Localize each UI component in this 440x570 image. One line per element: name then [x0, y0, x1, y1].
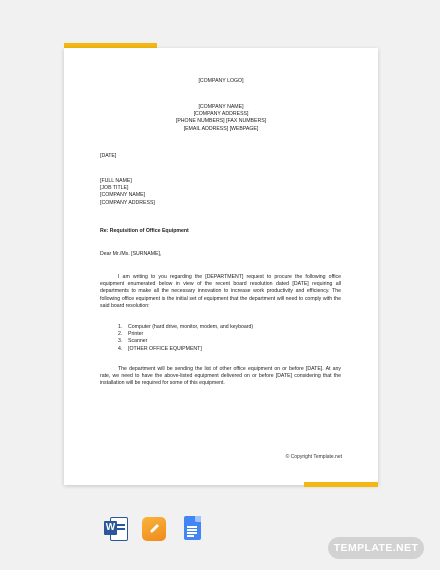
- list-item-number: 2.: [118, 331, 123, 338]
- google-docs-line: [187, 532, 197, 534]
- list-item-number: 4.: [118, 345, 123, 352]
- accent-bar-bottom: [304, 482, 378, 487]
- recipient-job-title: [JOB TITLE]: [100, 185, 129, 192]
- list-item: [118, 338, 253, 345]
- google-docs-fold: [195, 516, 201, 522]
- body-paragraph-1: I am writing to you regarding the [DEPARTMENT] request to procure the following office equipment enumerated below in view of the recent board resolution dated [DATE] requiring all departments to make all the necessary innovation to increase work productivity and efficiency. The following office equipment is the initial set of equipment that the department will need to comply with the said board resolution:: [100, 274, 341, 309]
- app-format-icons: [104, 515, 204, 543]
- list-item-text: Computer (hard drive, monitor, modem, and keyboard): [128, 324, 254, 330]
- google-docs-line: [187, 529, 197, 531]
- list-item-text: Scanner: [128, 338, 148, 345]
- list-item: [118, 331, 253, 338]
- list-item-number: 1.: [118, 324, 123, 330]
- subject-line: Re: Requisition of Office Equipment: [100, 228, 189, 234]
- recipient-block: [100, 178, 344, 207]
- list-item-number: 3.: [118, 338, 123, 345]
- recipient-company-name: [COMPANY NAME]: [100, 192, 146, 199]
- list-item-text: [OTHER OFFICE EQUIPMENT]: [128, 345, 202, 352]
- equipment-list: [118, 324, 253, 353]
- list-item: [118, 324, 253, 331]
- company-header: [64, 104, 378, 133]
- copyright-notice: © Copyright Template.net: [285, 454, 342, 460]
- google-docs-sheet: [184, 516, 201, 540]
- list-item: [118, 346, 253, 353]
- body-paragraph-2: The department will be sending the list of other office equipment on or before [DATE]. At any rate, we need to have the above-listed equipment delivered on or before [DATE] considering that the installation will be required for some of this equipment.: [100, 366, 341, 387]
- template-net-badge[interactable]: TEMPLATE.NET: [328, 537, 424, 559]
- google-docs-icon[interactable]: [180, 515, 204, 543]
- pages-icon[interactable]: [142, 517, 166, 541]
- salutation: Dear Mr./Ms. [SURNAME],: [100, 251, 162, 257]
- letter-document: [64, 48, 378, 485]
- pen-nib-icon: [146, 521, 162, 537]
- google-docs-line: [187, 526, 197, 528]
- word-icon-letter: W: [105, 522, 116, 533]
- company-address: [COMPANY ADDRESS]: [193, 111, 249, 118]
- company-phone-fax: [PHONE NUMBERS] [FAX NUMBERS]: [175, 118, 267, 125]
- letter-date: [DATE]: [100, 153, 117, 159]
- recipient-company-address: [COMPANY ADDRESS]: [100, 199, 155, 206]
- company-logo-placeholder: [COMPANY LOGO]: [198, 78, 244, 84]
- recipient-full-name: [FULL NAME]: [100, 178, 132, 184]
- company-name: [COMPANY NAME]: [198, 104, 244, 110]
- letter-page: [64, 48, 378, 485]
- company-email-web: [EMAIL ADDRESS] [WEBPAGE]: [183, 125, 259, 132]
- word-icon[interactable]: [104, 515, 128, 543]
- list-item-text: Printer: [128, 331, 144, 338]
- google-docs-line: [187, 535, 194, 537]
